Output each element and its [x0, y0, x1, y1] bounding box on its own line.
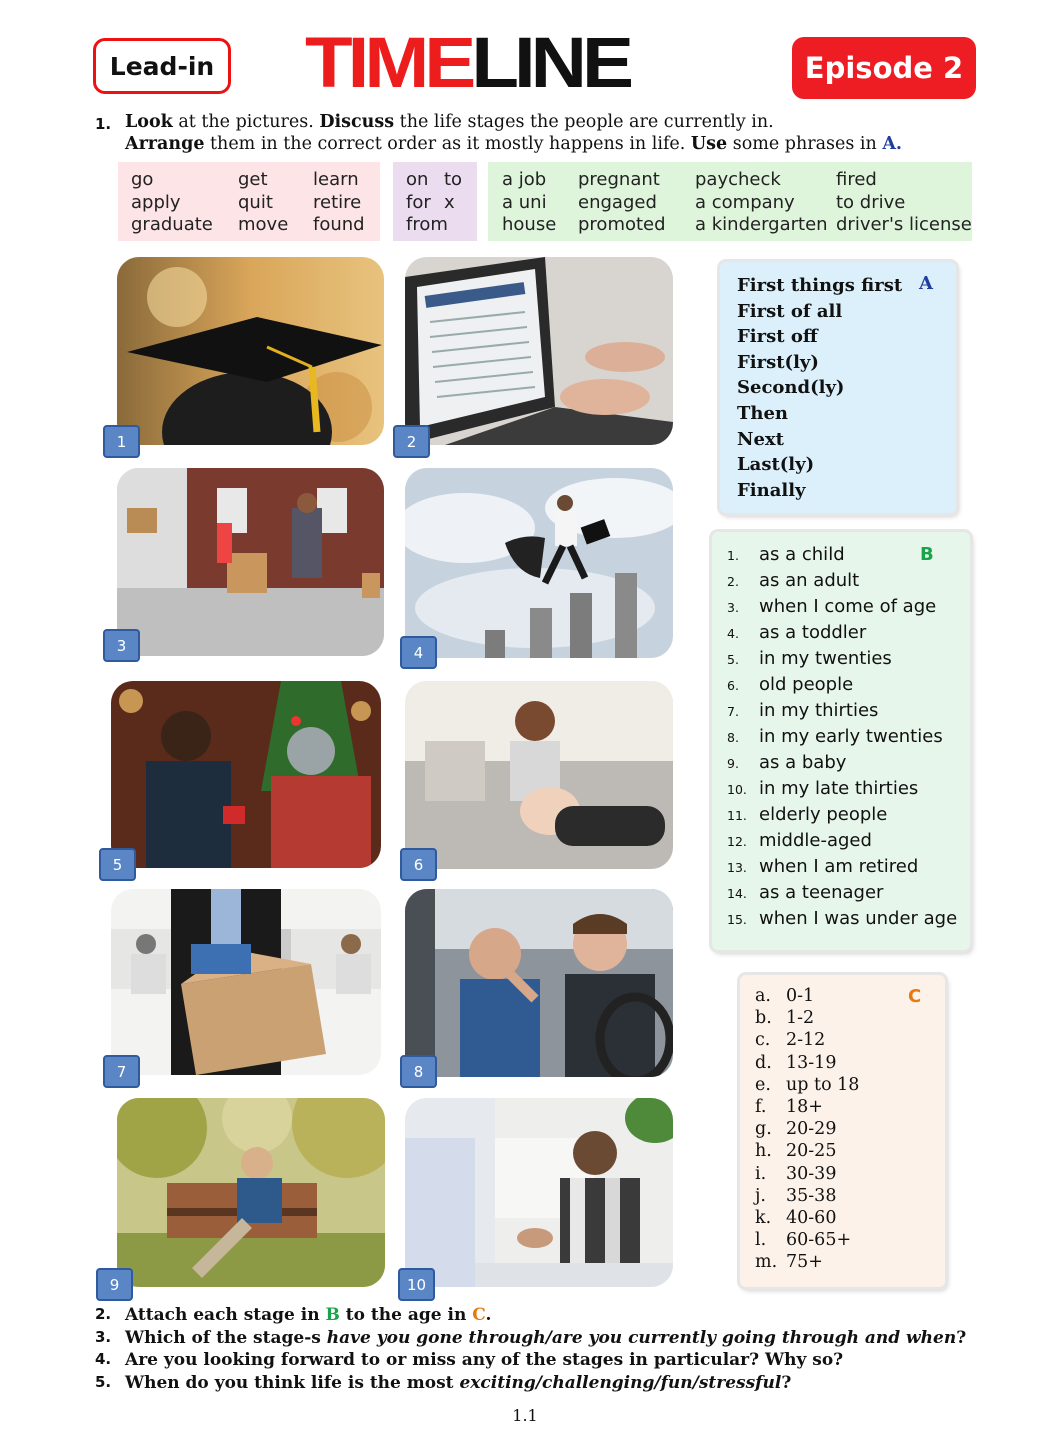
item-number: 1. — [727, 548, 739, 563]
instruction-text: Arrange — [125, 134, 205, 154]
prepositions-word-box — [393, 162, 477, 241]
picture-number-label: 2 — [406, 432, 417, 451]
life-stage-item — [727, 882, 883, 903]
discussion-question — [95, 1305, 492, 1325]
box-a-tag: A — [919, 273, 933, 294]
age-range-text: 1-2 — [786, 1008, 815, 1029]
age-range-text: 18+ — [786, 1097, 823, 1117]
word-column — [578, 169, 666, 237]
question-text: Which of the stage-s — [125, 1327, 327, 1348]
sequencing-phrases-list — [737, 273, 902, 503]
life-stage-item — [727, 544, 845, 565]
item-letter: a. — [755, 986, 771, 1006]
question-text: B — [325, 1305, 340, 1325]
picture-number-label: 4 — [413, 643, 424, 662]
age-range-item — [755, 1053, 836, 1073]
age-range-text: 30-39 — [786, 1163, 837, 1184]
life-stage-item — [727, 778, 918, 799]
life-stage-item — [727, 804, 887, 825]
word-item: driver's license — [836, 214, 972, 235]
life-stage-text: old people — [759, 674, 854, 695]
fired-box-photo — [111, 889, 381, 1075]
life-stage-text: as a toddler — [759, 622, 867, 643]
life-stages-box-b — [712, 532, 970, 950]
sequencing-phrases-box-a — [720, 262, 956, 513]
item-number: 3. — [727, 600, 739, 615]
age-range-text: 60-65+ — [786, 1230, 852, 1251]
item-number: 9. — [727, 756, 739, 771]
picture-number — [400, 636, 437, 669]
age-range-text: 35-38 — [786, 1185, 837, 1206]
instruction-text: Look — [125, 112, 173, 132]
driving-lesson-photo — [405, 889, 673, 1077]
job-interview-handshake-photo — [405, 1098, 673, 1287]
question-text: have you gone through/are you currently going through and when — [326, 1327, 957, 1348]
question-number: 2. — [95, 1305, 112, 1323]
picture-number-label: 7 — [116, 1062, 127, 1081]
picture-number — [400, 848, 437, 881]
word-item: a job — [502, 169, 547, 190]
age-range-item — [755, 1119, 836, 1139]
question-text: ? — [781, 1372, 792, 1393]
question-text: . — [485, 1305, 492, 1325]
word-item: pregnant — [578, 169, 660, 190]
picture-number-label: 9 — [109, 1275, 120, 1294]
instruction-text: some phrases in — [727, 134, 883, 154]
picture-number — [400, 1055, 437, 1088]
age-range-item — [755, 1008, 814, 1028]
word-item: from — [406, 214, 448, 235]
word-item: for — [406, 191, 431, 213]
item-number: 13. — [727, 860, 747, 875]
discussion-question — [95, 1327, 967, 1348]
sequencing-phrase: Next — [737, 428, 784, 450]
word-item: to — [444, 169, 463, 190]
item-number: 10. — [727, 782, 747, 797]
sequencing-phrase: First of all — [737, 300, 843, 322]
word-item: promoted — [578, 214, 666, 235]
episode-badge — [792, 37, 976, 99]
item-letter: m. — [755, 1252, 778, 1273]
age-range-item — [755, 1186, 836, 1206]
episode-label: Episode 2 — [804, 51, 964, 85]
word-item: get — [238, 169, 268, 190]
life-stage-text: in my early twenties — [759, 726, 943, 747]
word-item: fired — [836, 169, 877, 190]
picture-number-label: 6 — [413, 855, 424, 874]
box-b-tag: B — [920, 544, 934, 565]
word-item: found — [313, 214, 365, 235]
life-stage-text: in my thirties — [759, 700, 879, 721]
picture-number — [398, 1268, 435, 1301]
job-application-laptop-photo — [405, 257, 673, 445]
question-text: exciting/challenging/fun/stressful — [459, 1372, 782, 1393]
word-column — [695, 169, 828, 237]
instruction-text: at the pictures. — [172, 112, 320, 132]
age-range-item — [755, 1252, 823, 1272]
discussion-question — [95, 1372, 792, 1393]
age-range-item — [755, 1030, 825, 1050]
item-number: 14. — [727, 886, 747, 901]
item-number: 15. — [727, 912, 747, 927]
logo-part: TIM — [305, 21, 425, 103]
word-column — [836, 169, 972, 237]
picture-number — [103, 1055, 140, 1088]
word-item: a kindergarten — [695, 214, 828, 235]
age-range-text: 40-60 — [786, 1208, 837, 1228]
instruction-text: them in the correct order as it mostly happens in life. — [204, 134, 691, 154]
item-letter: e. — [755, 1074, 771, 1095]
age-range-text: 20-29 — [786, 1119, 837, 1140]
life-stage-item — [727, 648, 892, 669]
item-number: 12. — [727, 834, 747, 849]
sequencing-phrase: First(ly) — [737, 351, 819, 373]
word-item: learn — [313, 169, 359, 190]
word-item: to drive — [836, 191, 906, 213]
word-column — [131, 169, 213, 237]
item-letter: g. — [755, 1119, 772, 1140]
word-item: go — [131, 169, 154, 190]
logo-part: LINE — [471, 21, 629, 103]
item-number: 11. — [727, 808, 747, 823]
life-stage-text: when I come of age — [759, 596, 937, 617]
age-range-item — [755, 1208, 836, 1228]
question-text: Attach each stage in — [125, 1305, 326, 1325]
question-text: ? — [956, 1327, 967, 1348]
word-column — [406, 169, 448, 237]
age-range-text: up to 18 — [786, 1074, 860, 1095]
item-number: 5. — [727, 652, 739, 667]
sequencing-phrase: Second(ly) — [737, 377, 845, 399]
item-letter: i. — [755, 1163, 767, 1184]
instruction-text: the life stages the people are currently in. — [394, 112, 774, 132]
item-letter: d. — [755, 1052, 772, 1073]
word-item: x — [444, 191, 455, 213]
task-1 — [95, 111, 903, 155]
picture-number — [103, 629, 140, 662]
word-item: retire — [313, 191, 362, 213]
picture-number-label: 10 — [406, 1275, 427, 1294]
age-range-item — [755, 1230, 851, 1250]
word-item: on — [406, 169, 429, 190]
item-number: 6. — [727, 678, 739, 693]
life-stage-text: as a teenager — [759, 882, 884, 903]
life-stage-item — [727, 726, 943, 747]
picture-number — [103, 425, 140, 458]
sequencing-phrase: First off — [737, 326, 818, 348]
item-letter: c. — [755, 1030, 771, 1051]
lead-in-label: Lead-in — [109, 51, 215, 81]
question-text: to the age in — [339, 1305, 473, 1325]
item-number: 2. — [727, 574, 739, 589]
age-range-item — [755, 1075, 859, 1095]
task-1-line-1 — [125, 111, 902, 133]
item-letter: l. — [755, 1230, 767, 1251]
instruction-text: A. — [882, 134, 903, 154]
word-item: a uni — [502, 191, 547, 213]
timeline-logo — [305, 21, 629, 103]
item-letter: f. — [755, 1097, 767, 1117]
life-stage-item — [727, 570, 859, 591]
life-stage-item — [727, 752, 846, 773]
life-stage-text: when I am retired — [759, 856, 919, 877]
page-number: 1.1 — [512, 1406, 538, 1425]
task-1-line-2 — [125, 133, 902, 155]
task-number: 1. — [95, 115, 112, 133]
picture-number — [96, 1268, 133, 1301]
proposal-ring-photo — [111, 681, 381, 868]
life-stage-item — [727, 674, 853, 695]
age-ranges-box-c — [740, 975, 945, 1287]
picture-number — [393, 425, 430, 458]
life-stage-item — [727, 908, 957, 929]
word-item: move — [238, 214, 289, 235]
life-stage-text: as a baby — [759, 752, 847, 773]
picture-number-label: 8 — [413, 1062, 424, 1081]
question-number: 3. — [95, 1327, 112, 1346]
age-range-item — [755, 1164, 836, 1184]
life-stage-text: as an adult — [759, 570, 860, 591]
sequencing-phrase: First things first — [737, 275, 903, 296]
age-range-item — [755, 1097, 823, 1117]
word-item: engaged — [578, 191, 657, 213]
graduation-cap-photo — [117, 257, 384, 445]
picture-number-label: 5 — [112, 855, 123, 874]
life-stage-text: middle-aged — [759, 830, 872, 851]
word-item: a company — [695, 191, 795, 213]
word-column — [444, 169, 462, 214]
word-item: paycheck — [695, 169, 781, 190]
life-stage-text: in my late thirties — [759, 778, 919, 799]
word-column — [238, 169, 288, 237]
box-c-tag: C — [908, 986, 922, 1007]
age-range-text: 20-25 — [786, 1141, 837, 1162]
word-column — [502, 169, 556, 237]
logo-part: E — [424, 21, 472, 103]
item-letter: b. — [755, 1008, 772, 1029]
item-number: 7. — [727, 704, 739, 719]
word-item: graduate — [131, 214, 213, 235]
nouns-word-box — [488, 162, 972, 241]
moving-house-photo — [117, 468, 384, 656]
life-stage-item — [727, 856, 918, 877]
age-range-text: 2-12 — [786, 1030, 826, 1051]
age-range-text: 13-19 — [786, 1052, 837, 1073]
item-letter: h. — [755, 1141, 772, 1162]
question-text: Are you looking forward to or miss any of the stages in particular? Why so? — [125, 1350, 844, 1370]
sequencing-phrase: Last(ly) — [737, 454, 815, 476]
life-stage-text: in my twenties — [759, 648, 892, 669]
life-stage-item — [727, 700, 878, 721]
pregnant-woman-photo — [405, 681, 673, 869]
sequencing-phrase: Then — [737, 402, 789, 424]
retired-man-park-photo — [117, 1098, 385, 1287]
item-letter: j. — [755, 1185, 766, 1206]
life-stage-item — [727, 622, 866, 643]
item-number: 8. — [727, 730, 739, 745]
word-item: apply — [131, 191, 181, 213]
question-text: When do you think life is the most — [125, 1372, 460, 1393]
career-steps-photo — [405, 468, 673, 658]
verbs-word-box — [118, 162, 380, 241]
life-stage-item — [727, 596, 936, 617]
age-range-item — [755, 1141, 836, 1161]
instruction-text: Discuss — [319, 112, 395, 132]
sequencing-phrase: Finally — [737, 479, 806, 501]
age-range-text: 75+ — [786, 1252, 823, 1273]
item-letter: k. — [755, 1208, 772, 1228]
age-range-item — [755, 986, 814, 1006]
item-number: 4. — [727, 626, 739, 641]
age-range-text: 0-1 — [786, 986, 815, 1006]
lead-in-badge — [93, 38, 231, 94]
discussion-question — [95, 1350, 844, 1370]
word-item: quit — [238, 191, 273, 213]
life-stage-text: elderly people — [759, 804, 888, 825]
word-item: house — [502, 214, 557, 235]
life-stage-text: as a child — [759, 544, 845, 565]
question-number: 4. — [95, 1350, 112, 1368]
life-stage-text: when I was under age — [759, 908, 958, 929]
picture-number-label: 3 — [116, 636, 127, 655]
word-column — [313, 169, 365, 237]
question-text: C — [472, 1305, 486, 1325]
life-stage-item — [727, 830, 872, 851]
picture-number — [99, 848, 136, 881]
question-number: 5. — [95, 1372, 112, 1391]
picture-number-label: 1 — [116, 432, 127, 451]
instruction-text: Use — [690, 134, 728, 154]
